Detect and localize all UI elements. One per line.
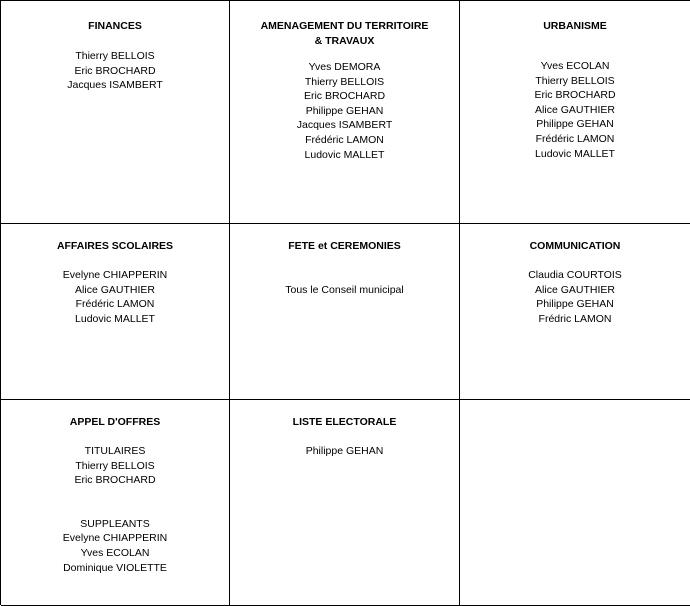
member-name: Alice GAUTHIER (535, 103, 615, 116)
committee-members (1, 49, 229, 93)
committee-members (1, 444, 229, 575)
member-name: Evelyne CHIAPPERIN (62, 532, 168, 545)
committee-title-line: FETE et CEREMONIES (288, 240, 401, 252)
spacer (1, 488, 229, 517)
member-name: Philippe GEHAN (305, 104, 384, 117)
committee-members (460, 268, 690, 326)
member-name: Frédric LAMON (538, 312, 612, 325)
titulaires-label: TITULAIRES (84, 445, 146, 457)
committee-cell-communication (460, 224, 690, 400)
committee-cell-empty (460, 400, 690, 606)
member-name: Eric BROCHARD (74, 474, 156, 487)
member-name: Philippe GEHAN (536, 118, 614, 131)
committee-title-line: AFFAIRES SCOLAIRES (56, 240, 174, 252)
member-name: Philippe GEHAN (536, 298, 614, 311)
committee-title (230, 415, 459, 430)
committee-cell-affaires-scolaires (1, 224, 230, 400)
committee-title (1, 415, 229, 430)
committee-cell-finances (1, 1, 230, 224)
committee-title-line: COMMUNICATION (529, 240, 621, 252)
member-name: Thierry BELLOIS (75, 459, 155, 472)
member-name: Yves ECOLAN (80, 546, 150, 559)
committee-title (1, 239, 229, 254)
committee-title (230, 19, 459, 49)
member-name: Yves DEMORA (308, 61, 381, 73)
member-name: Ludovic MALLET (304, 148, 385, 161)
member-name: Frédéric LAMON (535, 132, 615, 145)
committee-cell-fete-ceremonies (230, 224, 460, 400)
member-name: Thierry BELLOIS (304, 75, 385, 88)
committee-title-line: FINANCES (88, 20, 142, 32)
committee-title-line: & TRAVAUX (314, 35, 375, 47)
member-name: Thierry BELLOIS (75, 50, 155, 62)
member-name: Jacques ISAMBERT (296, 119, 393, 132)
committee-members (460, 59, 690, 161)
committee-members (230, 60, 459, 162)
member-name: Jacques ISAMBERT (67, 79, 163, 92)
member-name: Ludovic MALLET (535, 147, 615, 160)
committee-title (1, 19, 229, 34)
member-name: Alice GAUTHIER (535, 283, 615, 296)
member-name: Tous le Conseil municipal (285, 284, 404, 296)
member-name: Frédéric LAMON (75, 298, 155, 311)
committee-cell-amenagement (230, 1, 460, 224)
member-name: Frédéric LAMON (305, 133, 384, 146)
member-name: Alice GAUTHIER (75, 283, 155, 296)
committee-title-line: LISTE ELECTORALE (292, 416, 397, 428)
member-name: Yves ECOLAN (540, 60, 610, 72)
committee-members (230, 283, 459, 298)
committee-title (460, 239, 690, 254)
committee-members (230, 444, 459, 459)
committee-cell-appel-offres (1, 400, 230, 606)
member-name: Eric BROCHARD (534, 89, 616, 102)
member-name: Philippe GEHAN (305, 445, 384, 457)
member-name: Eric BROCHARD (74, 64, 156, 77)
committee-title-line: APPEL D'OFFRES (69, 416, 161, 428)
committee-members (1, 268, 229, 326)
committee-title (230, 239, 459, 254)
committee-cell-liste-electorale (230, 400, 460, 606)
member-name: Claudia COURTOIS (528, 269, 622, 281)
committee-cell-urbanisme (460, 1, 690, 224)
committee-title (460, 19, 690, 34)
suppleants-label: SUPPLEANTS (80, 517, 150, 530)
member-name: Thierry BELLOIS (535, 74, 615, 87)
committee-title-line: URBANISME (543, 20, 607, 32)
member-name: Dominique VIOLETTE (63, 561, 167, 574)
member-name: Evelyne CHIAPPERIN (62, 269, 168, 281)
committee-title-line: AMENAGEMENT DU TERRITOIRE (260, 20, 429, 32)
member-name: Eric BROCHARD (303, 90, 386, 103)
member-name: Ludovic MALLET (75, 312, 155, 325)
